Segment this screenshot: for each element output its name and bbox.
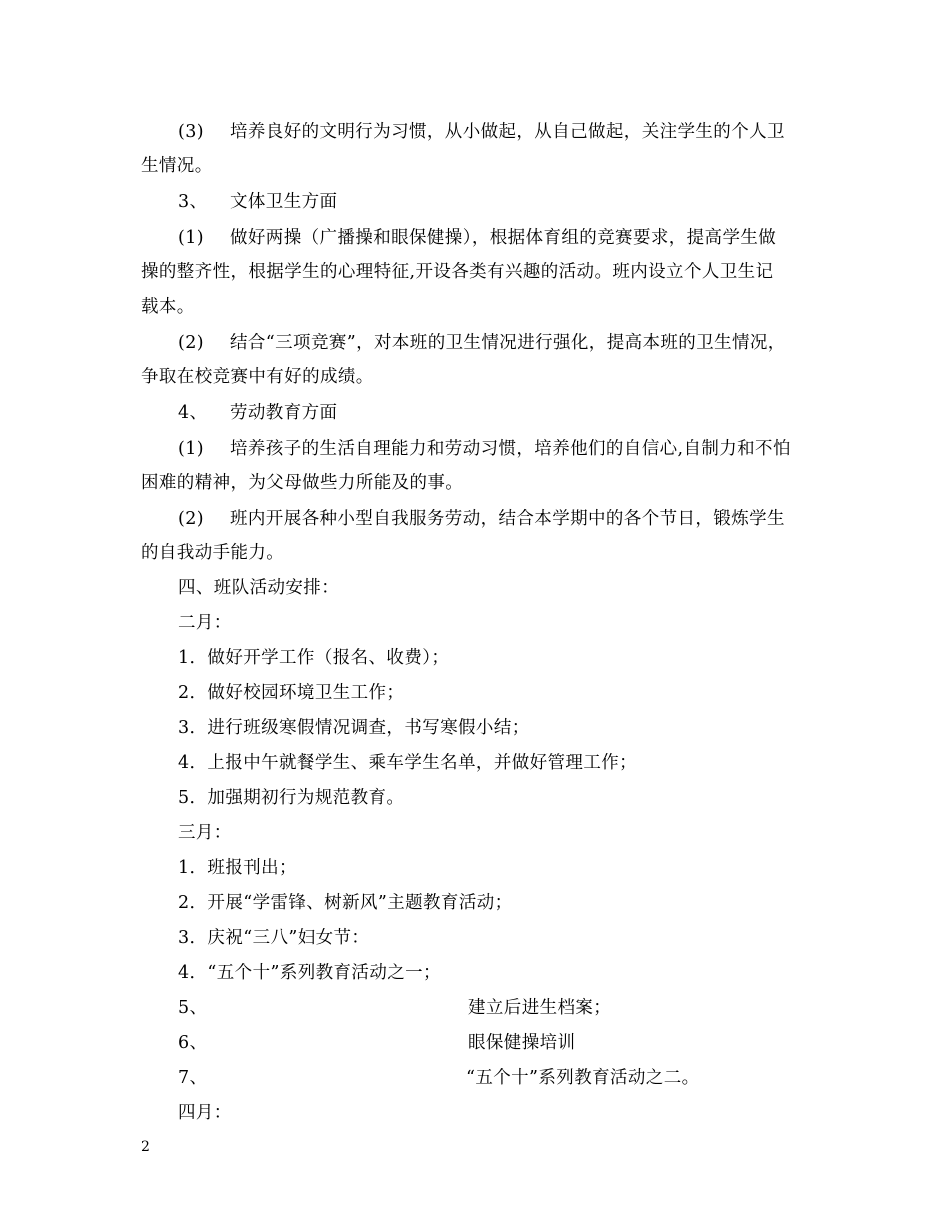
list-item (178, 856, 297, 880)
list-item-text: 1．做好开学工作（报名、收费）； (178, 648, 450, 668)
list-item (178, 716, 530, 740)
paragraph-line (178, 331, 786, 355)
section-title: 文体卫生方面 (230, 192, 338, 212)
list-item-text: 4．上报中午就餐学生、乘车学生名单，并做好管理工作； (178, 753, 638, 773)
line-text: 做好两操（广播操和眼保健操），根据体育组的竞赛要求，提高学生做 (230, 228, 777, 248)
month-heading (178, 821, 232, 845)
list-item (178, 961, 441, 985)
list-item-number: 5、 (178, 998, 208, 1018)
item-number: (1) (178, 228, 204, 248)
line-text: 的自我动手能力。 (141, 543, 285, 563)
paragraph-line (141, 295, 195, 319)
line-text: 培养良好的文明行为习惯，从小做起，从自己做起，关注学生的个人卫 (230, 122, 785, 142)
paragraph-line (141, 260, 773, 284)
section-heading (178, 190, 337, 214)
paragraph-line (141, 541, 284, 565)
list-item (178, 786, 404, 810)
line-text: 载本。 (141, 297, 195, 317)
paragraph-line (178, 120, 785, 144)
line-text: 操的整齐性，根据学生的心理特征,开设各类有兴趣的活动。班内设立个人卫生记 (141, 262, 774, 282)
line-text: 培养孩子的生活自理能力和劳动习惯，培养他们的自信心,自制力和不怕 (230, 439, 791, 459)
line-text: 结合“三项竞赛”，对本班的卫生情况进行强化，提高本班的卫生情况， (230, 333, 786, 353)
list-item (178, 646, 449, 670)
item-number: (3) (178, 122, 204, 142)
paragraph-line (141, 365, 374, 389)
list-item-text-block (468, 996, 611, 1020)
paragraph-line (141, 471, 463, 495)
line-text: 班内开展各种小型自我服务劳动，结合本学期中的各个节日，锻炼学生 (230, 509, 785, 529)
list-item-text: 眼保健操培训 (468, 1033, 576, 1053)
list-item-text: 2．开展“学雷锋、树新风”主题教育活动； (178, 893, 513, 913)
list-item-text: “五个十”系列教育活动之二。 (466, 1068, 700, 1088)
list-item (178, 891, 513, 915)
list-item-text-block (468, 1031, 575, 1055)
list-item-number: 7、 (178, 1068, 208, 1088)
list-item-text: 3．庆祝“三八”妇女节： (178, 928, 370, 948)
month-title: 二月： (178, 613, 232, 633)
list-item-text: 2．做好校园环境卫生工作； (178, 683, 405, 703)
item-number: (2) (178, 333, 204, 353)
month-title: 四月： (178, 1103, 232, 1123)
list-item (178, 681, 404, 705)
list-item (178, 1066, 207, 1090)
section-number: 3、 (178, 192, 208, 212)
list-item (178, 926, 369, 950)
list-item-text: 建立后进生档案； (468, 998, 612, 1018)
list-item-text: 1．班报刊出； (178, 858, 297, 878)
line-text: 生情况。 (141, 156, 213, 176)
paragraph-line (178, 226, 776, 250)
line-text: 困难的精神，为父母做些力所能及的事。 (141, 473, 464, 493)
item-number: (2) (178, 509, 204, 529)
section-heading (178, 576, 339, 600)
paragraph-line (178, 437, 791, 461)
page-number: 2 (141, 1139, 150, 1155)
list-item-text-block (466, 1066, 700, 1090)
section-title: 四、班队活动安排： (178, 578, 340, 598)
item-number: (1) (178, 439, 204, 459)
month-heading (178, 1101, 232, 1125)
list-item-number: 6、 (178, 1033, 208, 1053)
list-item-text: 3．进行班级寒假情况调查，书写寒假小结； (178, 718, 530, 738)
list-item-text: 5．加强期初行为规范教育。 (178, 788, 405, 808)
month-heading (178, 611, 232, 635)
month-title: 三月： (178, 823, 232, 843)
list-item (178, 1031, 207, 1055)
paragraph-line (178, 507, 785, 531)
line-text: 争取在校竞赛中有好的成绩。 (141, 367, 374, 387)
list-item (178, 751, 637, 775)
section-title: 劳动教育方面 (230, 403, 338, 423)
list-item (178, 996, 207, 1020)
section-number: 4、 (178, 403, 208, 423)
section-heading (178, 401, 337, 425)
paragraph-line (141, 154, 213, 178)
list-item-text: 4．“五个十”系列教育活动之一； (178, 963, 441, 983)
